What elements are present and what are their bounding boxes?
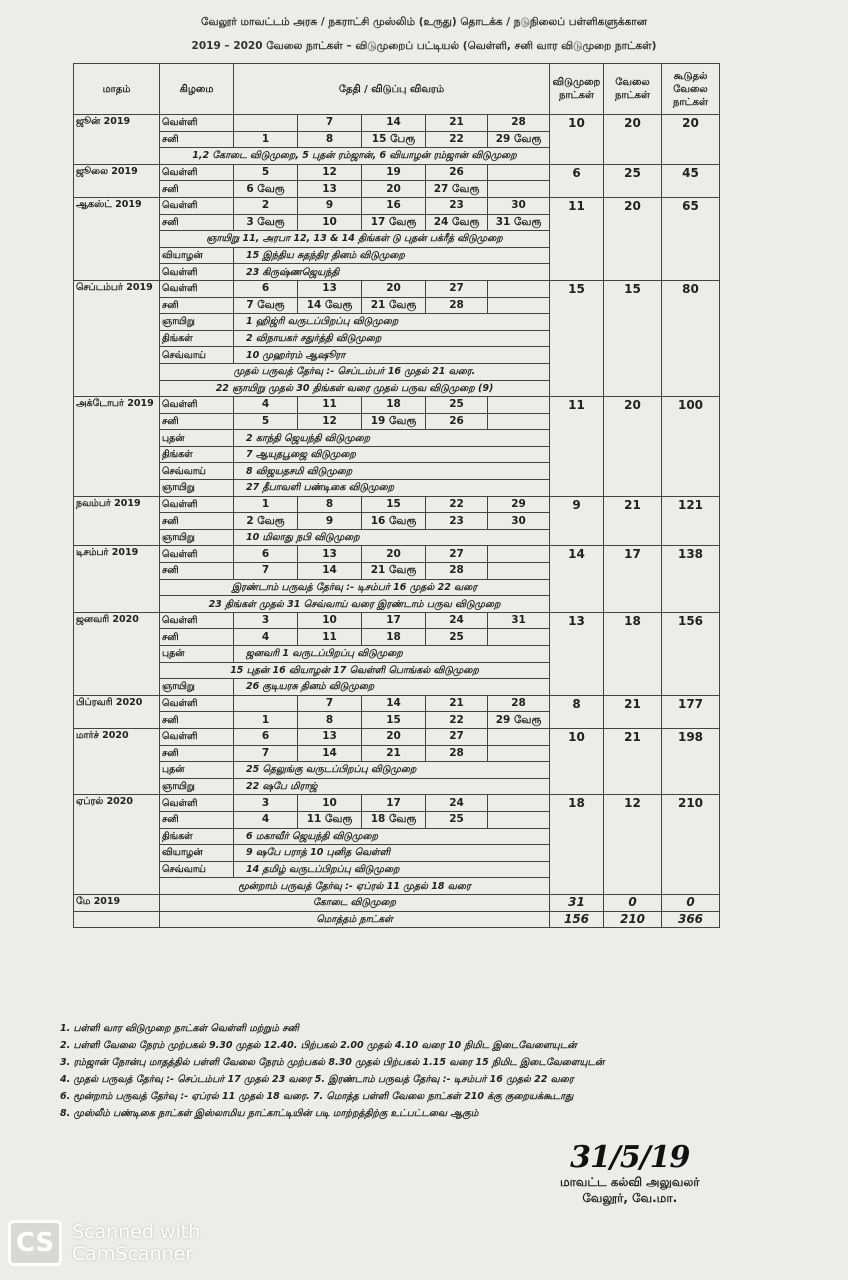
date-cell: 31 [488, 612, 550, 629]
footnote-line: 2. பள்ளி வேலை நேரம் முற்பகல் 9.30 முதல் 12.40. பிற்பகல் 2.00 முதல் 4.10 வரை 10 நிமிட இடைவேளையுடன் [60, 1040, 577, 1051]
holiday-count: 11 [550, 197, 604, 280]
date-cell: 3 [234, 612, 298, 629]
day-label-sat: சனி [160, 214, 234, 231]
date-cell: 4 [234, 629, 298, 646]
date-cell: 6 வேரூ [234, 181, 298, 198]
holiday-note: ஜனவரி 1 வருடப்பிறப்பு விடுமுறை [234, 646, 550, 663]
date-cell: 26 [426, 164, 488, 181]
date-cell: 21 வேரூ [362, 563, 426, 580]
day-label-sat: சனி [160, 297, 234, 314]
workday-count: 15 [604, 280, 662, 396]
workday-count: 17 [604, 546, 662, 612]
note-day-label: வியாழன் [160, 845, 234, 862]
date-cell: 9 [298, 197, 362, 214]
day-label-sat: சனி [160, 513, 234, 530]
note-day-label: புதன் [160, 430, 234, 447]
holiday-note: 23 கிருஷ்ணஜெயந்தி [234, 264, 550, 281]
holiday-note: 8 விஜயதசமி விடுமுறை [234, 463, 550, 480]
note-day-label: ஞாயிறு [160, 314, 234, 331]
workday-count: 12 [604, 795, 662, 895]
date-cell: 11 [298, 629, 362, 646]
watermark-line-2: CamScanner [72, 1243, 194, 1265]
date-cell: 6 [234, 728, 298, 745]
date-cell: 9 [298, 513, 362, 530]
holiday-count: 6 [550, 164, 604, 197]
holiday-note: 22 ஷபே மிராஜ் [234, 778, 550, 795]
table-row [74, 397, 720, 414]
date-cell [488, 811, 550, 828]
month-name: நவம்பர் 2019 [74, 496, 160, 546]
date-cell: 28 [426, 297, 488, 314]
note-day-label: புதன் [160, 646, 234, 663]
day-label-fri: வெள்ளி [160, 546, 234, 563]
holiday-count: 11 [550, 397, 604, 497]
date-cell: 26 [426, 413, 488, 430]
date-cell: 7 [298, 695, 362, 712]
day-label-sat: சனி [160, 413, 234, 430]
note-day-label: திங்கள் [160, 446, 234, 463]
cumulative-count: 177 [662, 695, 720, 728]
date-cell [488, 280, 550, 297]
day-label-sat: சனி [160, 745, 234, 762]
note-day-label: புதன் [160, 762, 234, 779]
date-cell: 21 [426, 695, 488, 712]
date-cell: 15 [362, 496, 426, 513]
date-cell: 23 [426, 513, 488, 530]
total-holidays: 156 [550, 911, 604, 928]
cumulative-count: 65 [662, 197, 720, 280]
date-cell: 30 [488, 513, 550, 530]
month-name: ஜூன் 2019 [74, 115, 160, 165]
date-cell: 3 [234, 795, 298, 812]
table-row [74, 280, 720, 297]
date-cell: 20 [362, 181, 426, 198]
holiday-count: 8 [550, 695, 604, 728]
date-cell: 31 வேரூ [488, 214, 550, 231]
footnote-line: 6. மூன்றாம் பருவத் தேர்வு :- ஏப்ரல் 11 முதல் 18 வரை. 7. மொத்த பள்ளி வேலை நாட்கள் 210 க்கு குறையக்கூடாது [60, 1091, 574, 1102]
date-cell: 22 [426, 131, 488, 148]
cumulative-count: 80 [662, 280, 720, 396]
total-row [74, 911, 720, 928]
month-name: டிசம்பர் 2019 [74, 546, 160, 612]
workday-count: 18 [604, 612, 662, 695]
date-cell [488, 563, 550, 580]
date-cell: 8 [298, 131, 362, 148]
date-cell: 22 [426, 496, 488, 513]
date-cell [488, 413, 550, 430]
holiday-note: 6 மகாவீர் ஜெயந்தி விடுமுறை [234, 828, 550, 845]
date-cell: 27 [426, 280, 488, 297]
header-line-2: 2019 – 2020 வேலை நாட்கள் – விடுமுறைப் பட்டியல் (வெள்ளி, சனி வார விடுமுறை நாட்கள்) [191, 40, 657, 52]
date-cell: 19 [362, 164, 426, 181]
holiday-count: 14 [550, 546, 604, 612]
date-cell: 29 வேரூ [488, 131, 550, 148]
date-cell: 30 [488, 197, 550, 214]
holiday-note: 14 தமிழ் வருடப்பிறப்பு விடுமுறை [234, 861, 550, 878]
cumulative-count: 198 [662, 728, 720, 794]
date-cell: 20 [362, 280, 426, 297]
date-cell: 14 [298, 563, 362, 580]
total-blank [74, 911, 160, 928]
date-cell: 14 [298, 745, 362, 762]
date-cell: 13 [298, 280, 362, 297]
date-cell: 13 [298, 181, 362, 198]
note-day-label: செவ்வாய் [160, 463, 234, 480]
cumulative-count: 45 [662, 164, 720, 197]
signature-place: வேலூர், வே.மா. [582, 1191, 678, 1205]
summer-holidays: 31 [550, 894, 604, 911]
footnote-line: 1. பள்ளி வார விடுமுறை நாட்கள் வெள்ளி மற்றும் சனி [60, 1023, 299, 1034]
date-cell: 24 [426, 612, 488, 629]
date-cell: 24 [426, 795, 488, 812]
holiday-note: 27 தீபாவளி பண்டிகை விடுமுறை [234, 480, 550, 497]
date-cell [488, 546, 550, 563]
table-row [74, 612, 720, 629]
date-cell: 28 [488, 695, 550, 712]
note-day-label: ஞாயிறு [160, 679, 234, 696]
total-cumulative: 366 [662, 911, 720, 928]
date-cell: 11 வேரூ [298, 811, 362, 828]
date-cell: 28 [426, 745, 488, 762]
date-cell: 10 [298, 214, 362, 231]
month-name: ஏப்ரல் 2020 [74, 795, 160, 895]
summer-workdays: 0 [604, 894, 662, 911]
date-cell: 21 [426, 115, 488, 132]
holiday-note: 15 இந்திய சுதந்திர தினம் விடுமுறை [234, 247, 550, 264]
table-row [74, 546, 720, 563]
holiday-count: 18 [550, 795, 604, 895]
date-cell: 12 [298, 413, 362, 430]
day-label-sat: சனி [160, 131, 234, 148]
day-label-fri: வெள்ளி [160, 280, 234, 297]
date-cell: 24 வேரூ [426, 214, 488, 231]
day-label-sat: சனி [160, 811, 234, 828]
col-cumulative: கூடுதல் வேலை நாட்கள் [662, 64, 720, 115]
note-day-label: ஞாயிறு [160, 778, 234, 795]
table-row [74, 695, 720, 712]
date-cell: 5 [234, 413, 298, 430]
day-label-sat: சனி [160, 712, 234, 729]
holiday-note: 2 விநாயகர் சதுர்த்தி விடுமுறை [234, 330, 550, 347]
note-day-label: ஞாயிறு [160, 529, 234, 546]
day-label-fri: வெள்ளி [160, 612, 234, 629]
date-cell: 17 [362, 795, 426, 812]
holiday-note: 10 முஹர்ரம் ஆஷூரா [234, 347, 550, 364]
day-label-sat: சனி [160, 181, 234, 198]
table-row [74, 795, 720, 812]
date-cell [488, 745, 550, 762]
date-cell [234, 115, 298, 132]
date-cell [488, 297, 550, 314]
date-cell: 15 பேரூ [362, 131, 426, 148]
footnote-line: 8. முஸ்லீம் பண்டிகை நாட்கள் இஸ்லாமிய நாட்காட்டியின் படி மாற்றத்திற்கு உட்பட்டவை ஆகும் [60, 1108, 479, 1119]
month-name: ஜூலை 2019 [74, 164, 160, 197]
note-day-label: வியாழன் [160, 247, 234, 264]
day-label-fri: வெள்ளி [160, 795, 234, 812]
holiday-note: 23 திங்கள் முதல் 31 செவ்வாய் வரை இரண்டாம் பருவ விடுமுறை [160, 596, 550, 613]
date-cell: 10 [298, 612, 362, 629]
table-row [74, 115, 720, 132]
holiday-count: 9 [550, 496, 604, 546]
holiday-note: 1 ஹிஜ்ரி வருடப்பிறப்பு விடுமுறை [234, 314, 550, 331]
month-name: செப்டம்பர் 2019 [74, 280, 160, 396]
day-label-fri: வெள்ளி [160, 695, 234, 712]
date-cell: 28 [426, 563, 488, 580]
holiday-note: 10 மிலாது நபி விடுமுறை [234, 529, 550, 546]
date-cell: 17 [362, 612, 426, 629]
day-label-sat: சனி [160, 629, 234, 646]
holiday-note: ஞாயிறு 11, அரபா 12, 13 & 14 திங்கள் டு புதன் பக்ரீத் விடுமுறை [160, 231, 550, 248]
date-cell: 21 [362, 745, 426, 762]
holiday-count: 10 [550, 728, 604, 794]
table-row [74, 197, 720, 214]
month-name: மார்ச் 2020 [74, 728, 160, 794]
note-day-label: வெள்ளி [160, 264, 234, 281]
cumulative-count: 20 [662, 115, 720, 165]
date-cell: 13 [298, 728, 362, 745]
date-cell: 4 [234, 811, 298, 828]
date-cell: 25 [426, 397, 488, 414]
date-cell: 27 வேரூ [426, 181, 488, 198]
date-cell: 1 [234, 496, 298, 513]
holiday-note: முதல் பருவத் தேர்வு :- செப்டம்பர் 16 முதல் 21 வரை. [160, 363, 550, 380]
date-cell: 6 [234, 546, 298, 563]
month-name: பிப்ரவரி 2020 [74, 695, 160, 728]
holiday-note: 9 ஷபே பராத் 10 புனித வெள்ளி [234, 845, 550, 862]
table-row [74, 164, 720, 181]
calendar-table [73, 63, 720, 928]
workday-count: 20 [604, 397, 662, 497]
note-day-label: ஞாயிறு [160, 480, 234, 497]
date-cell: 2 [234, 197, 298, 214]
month-name: அக்டோபர் 2019 [74, 397, 160, 497]
date-cell [488, 164, 550, 181]
holiday-count: 13 [550, 612, 604, 695]
day-label-fri: வெள்ளி [160, 397, 234, 414]
date-cell [488, 728, 550, 745]
date-cell: 7 வேரூ [234, 297, 298, 314]
col-day: கிழமை [160, 64, 234, 115]
date-cell: 14 [362, 115, 426, 132]
summer-row [74, 894, 720, 911]
footnotes [60, 1020, 830, 1122]
date-cell: 14 வேரூ [298, 297, 362, 314]
cumulative-count: 121 [662, 496, 720, 546]
header-row [74, 64, 720, 115]
date-cell: 7 [298, 115, 362, 132]
date-cell: 1 [234, 131, 298, 148]
day-label-sat: சனி [160, 563, 234, 580]
month-name: ஜனவரி 2020 [74, 612, 160, 695]
note-day-label: செவ்வாய் [160, 861, 234, 878]
date-cell: 27 [426, 546, 488, 563]
workday-count: 21 [604, 728, 662, 794]
workday-count: 21 [604, 496, 662, 546]
date-cell: 20 [362, 728, 426, 745]
date-cell: 29 [488, 496, 550, 513]
date-cell: 4 [234, 397, 298, 414]
cumulative-count: 138 [662, 546, 720, 612]
table-row [74, 728, 720, 745]
date-cell [488, 795, 550, 812]
date-cell: 29 வேரூ [488, 712, 550, 729]
col-dates: தேதி / விடுப்பு விவரம் [234, 64, 550, 115]
cumulative-count: 100 [662, 397, 720, 497]
signature-title: மாவட்ட கல்வி அலுவலர் [560, 1175, 700, 1189]
date-cell: 20 [362, 546, 426, 563]
date-cell: 22 [426, 712, 488, 729]
footnote-line: 4. முதல் பருவத் தேர்வு :- செப்டம்பர் 17 முதல் 23 வரை 5. இரண்டாம் பருவத் தேர்வு :- டிசம்பர் 16 முதல் 22 வரை [60, 1074, 574, 1085]
workday-count: 20 [604, 197, 662, 280]
header-line-1: வேலூர் மாவட்டம் அரசு / நகராட்சி முஸ்லிம் (உருது) தொடக்க / நடுநிலைப் பள்ளிகளுக்கான [201, 16, 647, 28]
day-label-fri: வெள்ளி [160, 164, 234, 181]
day-label-fri: வெள்ளி [160, 728, 234, 745]
day-label-fri: வெள்ளி [160, 115, 234, 132]
date-cell: 6 [234, 280, 298, 297]
date-cell [488, 181, 550, 198]
date-cell: 3 வேரூ [234, 214, 298, 231]
date-cell [488, 397, 550, 414]
date-cell: 25 [426, 629, 488, 646]
date-cell [488, 629, 550, 646]
holiday-note: மூன்றாம் பருவத் தேர்வு :- ஏப்ரல் 11 முதல் 18 வரை [160, 878, 550, 895]
holiday-note: 26 குடியரசு தினம் விடுமுறை [234, 679, 550, 696]
date-cell: 16 வேரூ [362, 513, 426, 530]
date-cell: 17 வேரூ [362, 214, 426, 231]
date-cell: 21 வேரூ [362, 297, 426, 314]
date-cell: 23 [426, 197, 488, 214]
holiday-note: 7 ஆயுதபூஜை விடுமுறை [234, 446, 550, 463]
camscanner-logo-icon: CS [8, 1220, 62, 1266]
summer-cumulative: 0 [662, 894, 720, 911]
table-row [74, 496, 720, 513]
date-cell: 10 [298, 795, 362, 812]
note-day-label: செவ்வாய் [160, 347, 234, 364]
date-cell: 16 [362, 197, 426, 214]
date-cell: 11 [298, 397, 362, 414]
workday-count: 20 [604, 115, 662, 165]
summer-month: மே 2019 [74, 894, 160, 911]
date-cell: 2 வேரூ [234, 513, 298, 530]
date-cell: 19 வேரூ [362, 413, 426, 430]
col-holidays: விடுமுறை நாட்கள் [550, 64, 604, 115]
date-cell: 25 [426, 811, 488, 828]
note-day-label: திங்கள் [160, 828, 234, 845]
day-label-fri: வெள்ளி [160, 496, 234, 513]
date-cell: 13 [298, 546, 362, 563]
signature-block [560, 1140, 700, 1207]
date-cell: 8 [298, 712, 362, 729]
holiday-count: 15 [550, 280, 604, 396]
date-cell: 12 [298, 164, 362, 181]
workday-count: 21 [604, 695, 662, 728]
signature-scribble: 31/5/19 [570, 1140, 690, 1175]
date-cell: 18 வேரூ [362, 811, 426, 828]
summer-note: கோடை விடுமுறை [160, 894, 550, 911]
date-cell: 5 [234, 164, 298, 181]
cumulative-count: 210 [662, 795, 720, 895]
holiday-note: 22 ஞாயிறு முதல் 30 திங்கள் வரை முதல் பருவ விடுமுறை (9) [160, 380, 550, 397]
date-cell: 8 [298, 496, 362, 513]
month-name: ஆகஸ்ட் 2019 [74, 197, 160, 280]
workday-count: 25 [604, 164, 662, 197]
date-cell: 18 [362, 629, 426, 646]
watermark-line-1: Scanned with [72, 1221, 201, 1243]
note-day-label: திங்கள் [160, 330, 234, 347]
footnote-line: 3. ரம்ஜான் நோன்பு மாதத்தில் பள்ளி வேலை நேரம் முற்பகல் 8.30 முதல் பிற்பகல் 1.15 வரை 15 நிமிட இடைவேளையுடன் [60, 1057, 605, 1068]
total-workdays: 210 [604, 911, 662, 928]
holiday-note: 15 புதன் 16 வியாழன் 17 வெள்ளி பொங்கல் விடுமுறை [160, 662, 550, 679]
holiday-count: 10 [550, 115, 604, 165]
date-cell: 14 [362, 695, 426, 712]
date-cell [234, 695, 298, 712]
date-cell: 27 [426, 728, 488, 745]
date-cell: 7 [234, 745, 298, 762]
col-workdays: வேலை நாட்கள் [604, 64, 662, 115]
date-cell: 7 [234, 563, 298, 580]
date-cell: 15 [362, 712, 426, 729]
date-cell: 18 [362, 397, 426, 414]
cumulative-count: 156 [662, 612, 720, 695]
col-month: மாதம் [74, 64, 160, 115]
camscanner-watermark [8, 1220, 200, 1266]
holiday-note: 2 காந்தி ஜெயந்தி விடுமுறை [234, 430, 550, 447]
date-cell: 1 [234, 712, 298, 729]
date-cell: 28 [488, 115, 550, 132]
day-label-fri: வெள்ளி [160, 197, 234, 214]
holiday-note: 1,2 கோடை விடுமுறை, 5 புதன் ரம்ஜான், 6 வியாழன் ரம்ஜான் விடுமுறை [160, 148, 550, 165]
holiday-note: இரண்டாம் பருவத் தேர்வு :- டிசம்பர் 16 முதல் 22 வரை [160, 579, 550, 596]
total-label: மொத்தம் நாட்கள் [160, 911, 550, 928]
holiday-note: 25 தெலுங்கு வருடப்பிறப்பு விடுமுறை [234, 762, 550, 779]
